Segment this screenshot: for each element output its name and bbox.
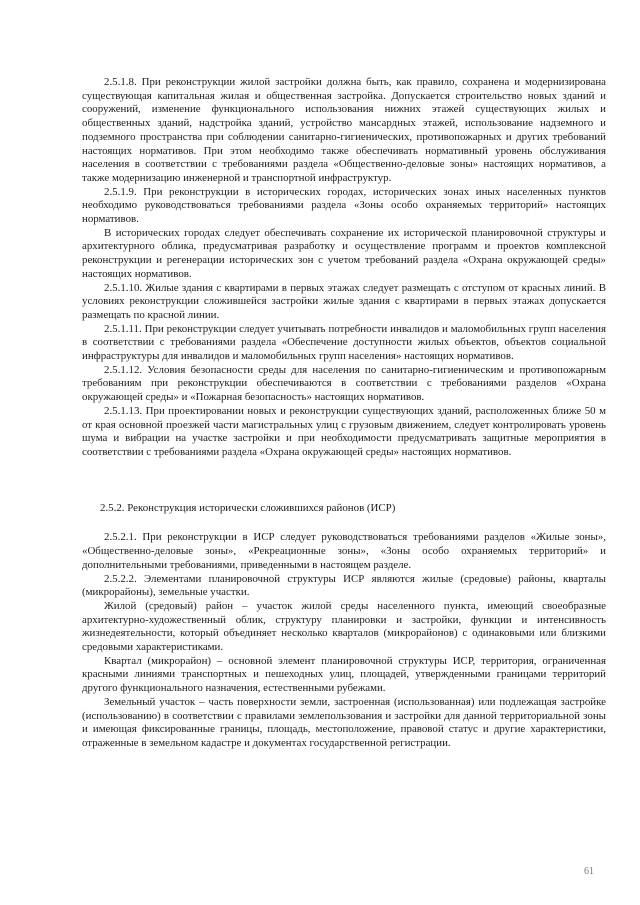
- paragraph-historical-cities: В исторических городах следует обеспечивать сохранение их исторической планировочной структуры и архитектурного облика, предусматривая разработку и осуществление программ и проектов комплексной реконструкции и регенерации исторических зон с учетом требований раздела «Охрана окружающей среды» настоящих нормативов.: [82, 226, 606, 280]
- paragraph-2-5-1-9: 2.5.1.9. При реконструкции в исторических городах, исторических зонах иных населенных пунктов необходимо руководствоваться требованиями раздела «Зоны особо охраняемых территорий» настоящих нормативов.: [82, 185, 606, 226]
- paragraph-residential-district: Жилой (средовый) район – участок жилой среды населенного пункта, имеющий своеобразные архитектурно-художественный облик, структуру планировки и застройки, функции и интенсивность жизнедеятельности, который объединяет несколько кварталов (микрорайонов) с одинаковыми или близкими средовыми характеристиками.: [82, 599, 606, 654]
- paragraph-2-5-1-11: 2.5.1.11. При реконструкции следует учитывать потребности инвалидов и маломобильных групп населения в соответствии с требованиями раздела «Обеспечение доступности жилых объектов, объектов социальной инфраструктуры для инвалидов и маломобильных групп населения» настоящих нормативов.: [82, 322, 606, 363]
- paragraph-2-5-2-1: 2.5.2.1. При реконструкции в ИСР следует руководствоваться требованиями разделов «Жилые зоны», «Общественно-деловые зоны», «Рекреационные зоны», «Зоны особо охраняемых территорий» и дополнительными требованиями, приведенными в настоящем разделе.: [82, 531, 606, 571]
- page-number: 61: [584, 866, 594, 877]
- document-body: [82, 76, 606, 751]
- paragraph-land-plot: Земельный участок – часть поверхности земли, застроенная (использованная) или подлежащая застройке (использованию) в соответствии с правилами землепользования и застройки для данной территориальной зоны и имеющая фиксированные границы, площадь, местоположение, правовой статус и другие характеристики, отраженные в земельном кадастре и документах государственной регистрации.: [82, 695, 606, 749]
- paragraph-2-5-2-2: 2.5.2.2. Элементами планировочной структуры ИСР являются жилые (средовые) районы, кварталы (микрорайоны), земельные участки.: [82, 572, 606, 599]
- paragraph-quarter: Квартал (микрорайон) – основной элемент планировочной структуры ИСР, территория, ограниченная красными линиями транспортных и пешеходных улиц, площадей, утвержденными границами территорий другого функционального назначения, естественными рубежами.: [82, 654, 606, 695]
- paragraph-2-5-1-13: 2.5.1.13. При проектировании новых и реконструкции существующих зданий, расположенных ближе 50 м от края основной проезжей части магистральных улиц с грузовым движением, следует контролировать уровень шума и вибрации на участке застройки и при необходимости предусматривать защитные мероприятия в соответствии с требованиями раздела «Охрана окружающей среды» настоящих нормативов.: [82, 404, 606, 458]
- section-heading-2-5-2: 2.5.2. Реконструкция исторически сложившихся районов (ИСР): [100, 501, 396, 514]
- paragraph-2-5-1-10: 2.5.1.10. Жилые здания с квартирами в первых этажах следует размещать с отступом от красных линий. В условиях реконструкции сложившейся застройки жилые здания с квартирами в первых этажах допускается размещать по красной линии.: [82, 281, 606, 321]
- paragraph-2-5-1-12: 2.5.1.12. Условия безопасности среды для населения по санитарно-гигиеническим и противопожарным требованиям при реконструкции обеспечиваются в соответствии с требованиями разделов «Охрана окружающей среды» и «Пожарная безопасность» настоящих нормативов.: [82, 363, 606, 404]
- paragraph-2-5-1-8: 2.5.1.8. При реконструкции жилой застройки должна быть, как правило, сохранена и модернизирована существующая капитальная жилая и общественная застройка. Допускается строительство новых зданий и сооружений, изменение функционального использования нижних этажей существующих жилых и общественных зданий, надстройка зданий, устройство мансардных этажей, использование надземного и подземного пространства при соблюдении санитарно-гигиенических, противопожарных и других требований настоящих нормативов. При этом необходимо также обеспечивать нормативный уровень обслуживания населения в соответствии с требованиями раздела «Общественно-деловые зоны» настоящих нормативов, а также модернизацию инженерной и транспортной инфраструктур.: [82, 76, 606, 184]
